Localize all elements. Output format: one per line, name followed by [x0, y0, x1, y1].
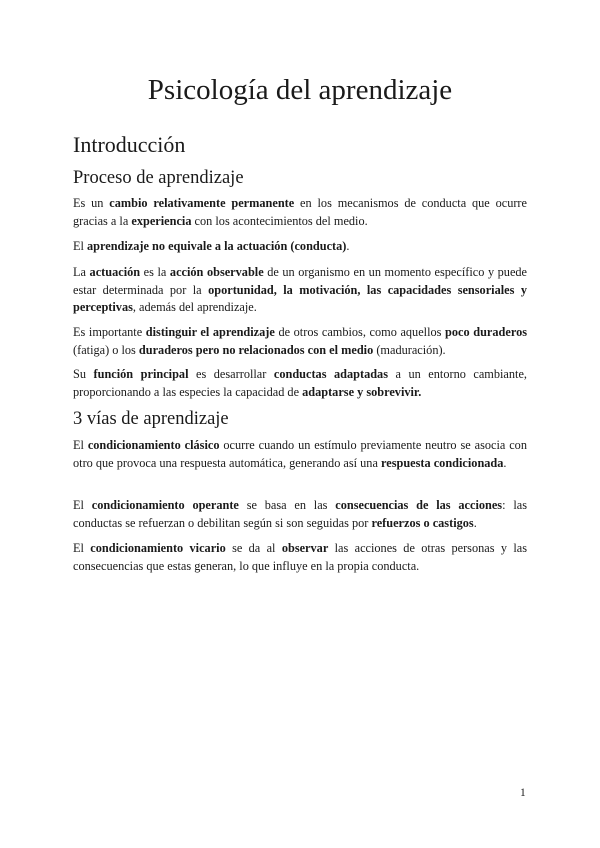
bold-term: actuación [89, 265, 141, 279]
paragraph: El condicionamiento clásico ocurre cuando un estímulo previamente neutro se asocia con otro que provoca una respuesta automática, generando así una respuesta condicionada. [73, 438, 527, 470]
bold-term: observar [281, 541, 329, 555]
bold-term: adaptarse y sobrevivir. [302, 384, 422, 399]
paragraph: Es importante distinguir el aprendizaje de otros cambios, como aquellos poco duraderos (fatiga) o los duraderos pero no relacionados con el medio (maduración). [73, 325, 527, 357]
paragraph: El condicionamiento vicario se da al observar las acciones de otras personas y las consecuencias que estas generan, lo que influye en la propia conducta. [73, 541, 527, 573]
bold-term: duraderos pero no relacionados con el medio [138, 342, 374, 357]
bold-term: oportunidad, la motivación, las capacidades sensoriales y perceptivas [73, 282, 528, 314]
page-number: 1 [520, 787, 526, 799]
bold-term: distinguir el aprendizaje [145, 325, 275, 339]
document-title: Psicología del aprendizaje [147, 74, 453, 106]
paragraph: El aprendizaje no equivale a la actuación (conducta). [73, 239, 350, 253]
bold-term: función principal [93, 367, 189, 381]
subsection-heading-proceso: Proceso de aprendizaje [73, 168, 244, 188]
paragraph: Es un cambio relativamente permanente en los mecanismos de conducta que ocurre gracias a la experiencia con los acontecimientos del medio. [73, 196, 527, 228]
bold-term: condicionamiento vicario [90, 541, 226, 555]
subsection-heading-vias: 3 vías de aprendizaje [73, 409, 229, 429]
bold-term: experiencia [131, 213, 192, 228]
bold-term: condicionamiento operante [91, 498, 239, 512]
bold-term: conductas adaptadas [273, 367, 388, 381]
bold-term: condicionamiento clásico [87, 438, 220, 452]
section-heading-introduccion: Introducción [73, 132, 186, 157]
bold-term: acción observable [169, 265, 264, 279]
bold-term: poco duraderos [445, 325, 527, 339]
bold-term: consecuencias de las acciones [335, 498, 503, 512]
bold-term: respuesta condicionada [381, 455, 504, 470]
bold-term: aprendizaje no equivale a la actuación (conducta) [87, 239, 347, 253]
paragraph: La actuación es la acción observable de un organismo en un momento específico y puede estar determinada por la oportunidad, la motivación, las capacidades sensoriales y perceptivas, además del aprendizaje. [73, 265, 528, 314]
paragraph: El condicionamiento operante se basa en las consecuencias de las acciones: las conductas se refuerzan o debilitan según si son seguidas por refuerzos o castigos. [73, 498, 527, 530]
bold-term: refuerzos o castigos [371, 515, 474, 530]
paragraph: Su función principal es desarrollar conductas adaptadas a un entorno cambiante, proporcionando a las especies la capacidad de adaptarse y sobrevivir. [73, 367, 527, 399]
bold-term: cambio relativamente permanente [109, 196, 295, 210]
